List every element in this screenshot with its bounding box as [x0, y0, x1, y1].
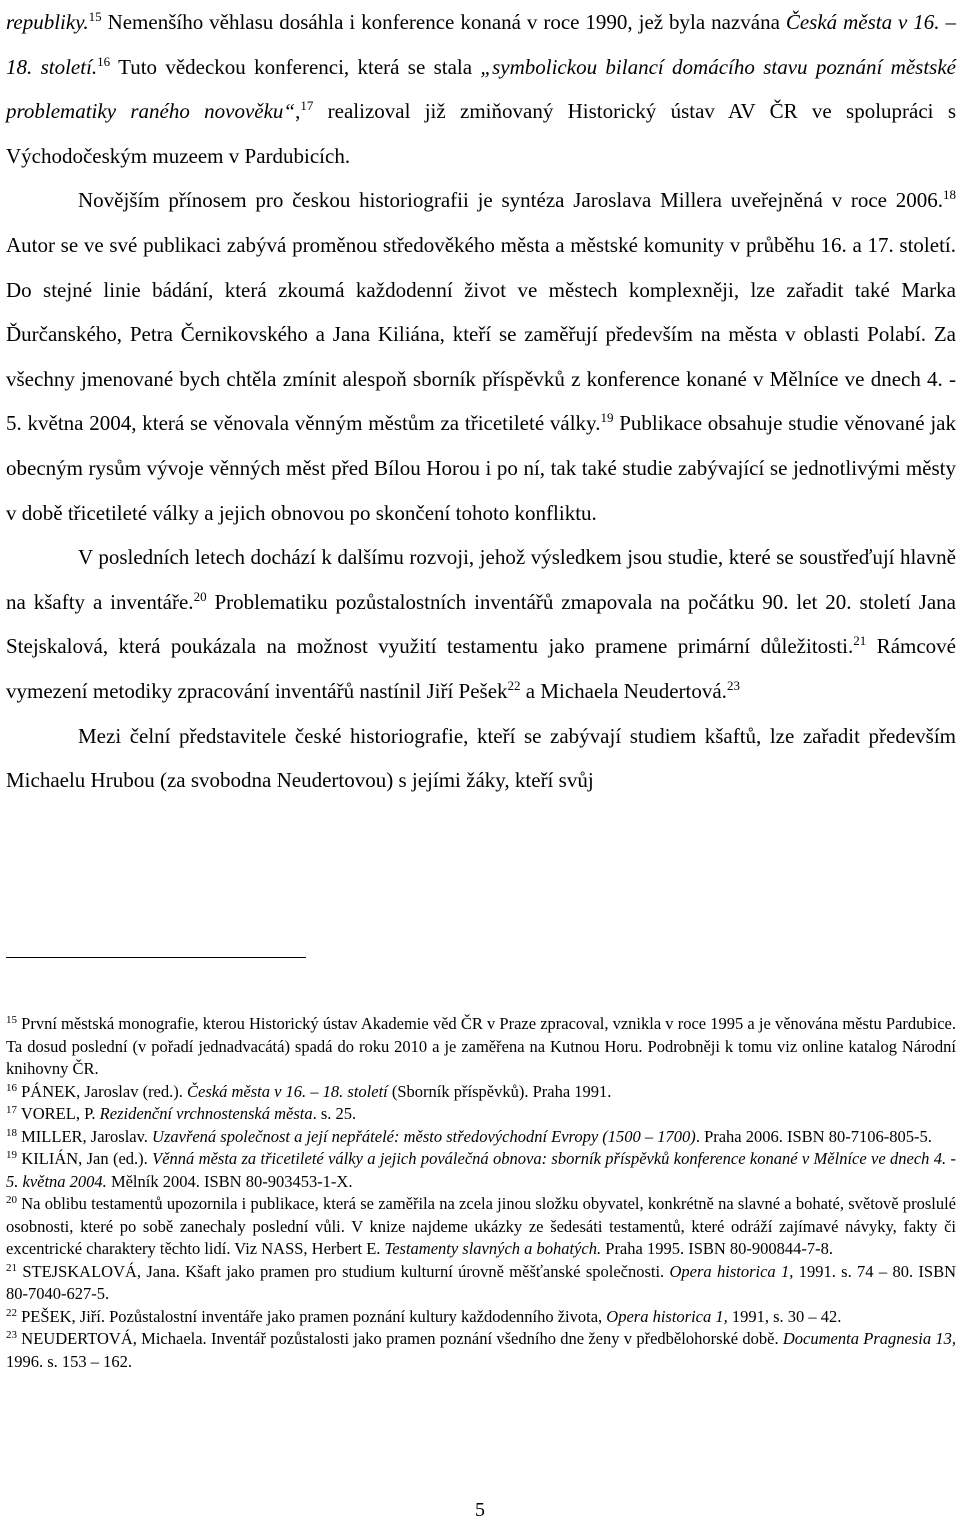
footnote-18: $^{18}$ MILLER, Jaroslav. Uzavřená společnost a její nepřátelé: město středovýchodní Evropy (1500 – 1700). Praha 2006. ISBN 80-7106-805-5.: [6, 1126, 932, 1146]
footnote-ref-18[interactable]: 18: [943, 187, 956, 203]
paragraph-2: Novějším přínosem pro českou historiografii je syntéza Jaroslava Millera uveřejněná v roce 2006.18 Autor se ve své publikaci zabývá proměnou středověkého města a městské komunity v průběhu 16. a 17. století. Do stejné linie bádání, která zkoumá každodenní život ve městech komplexněji, lze zařadit také Marka Ďurčanského, Petra Černikovského a Jana Kiliána, kteří se zaměřují především na města v oblasti Polabí. Za všechny jmenované bych chtěla zmínit alespoň sborník příspěvků z konference konané v Mělníce ve dnech 4. - 5. května 2004, která se věnovala věnným městům za třicetileté války.$^{19}$ Publikace obsahuje studie věnované jak obecným rysům vývoje věnných měst před Bílou Horou i po ní, tak také studie zabývající se jednotlivými městy v době třicetileté války a jejich obnovou po skončení tohoto konfliktu.: [6, 187, 956, 525]
footnote-20: $^{20}$ Na oblibu testamentů upozornila i publikace, která se zaměřila na zcela jinou složku obyvatel, konkrétně na slavné a bohaté, světově proslulé osobnosti, které po sobě zanechaly poslední vůli. V knize najdeme ukázky ze šedesáti testamentů, které odráží zajímavé návyky, fakty či excentrické charaktery těchto lidí. Viz NASS, Herbert E. Testamenty slavných a bohatých. Praha 1995. ISBN 80-900844-7-8.: [6, 1194, 956, 1258]
footnote-23: $^{23}$ NEUDERTOVÁ, Michaela. Inventář pozůstalosti jako pramen poznání všedního dne ženy v předbělohorské době. Documenta Pragnesia 13, 1996. s. 153 – 162.: [6, 1329, 956, 1371]
footnote-22: $^{22}$ PEŠEK, Jiří. Pozůstalostní inventáře jako pramen poznání kultury každodenního života, Opera historica 1, 1991, s. 30 – 42.: [6, 1306, 842, 1326]
paragraph-3: V posledních letech dochází k dalšímu rozvoji, jehož výsledkem jsou studie, které se soustřeďují hlavně na kšafty a inventáře.$^{20}$ Problematiku pozůstalostních inventářů zmapovala na počátku 90. let 20. století Jana Stejskalová, která poukázala na možnost využití testamentu jako pramene primární důležitosti.$^{21}$ Rámcové vymezení metodiky zpracování inventářů nastínil Jiří Pešek$^{22}$ a Michaela Neudertová.$^{23}$: [6, 545, 957, 703]
footnote-15: $^{15}$ První městská monografie, kterou Historický ústav Akademie věd ČR v Praze zpracoval, vznikla v roce 1995 a je věnována městu Pardubice. Ta dosud poslední (v pořadí jednadvacátá) spadá do roku 2010 a je zaměřena na Kutnou Horu. Podrobněji k tomu viz online katalog Národní knihovny ČR.: [6, 1014, 956, 1078]
footnote-ref-19[interactable]: 19: [600, 410, 614, 426]
footnote-19: $^{19}$ KILIÁN, Jan (ed.). Věnná města za třicetileté války a jejich poválečná obnova: sborník příspěvků konference konané v Mělníce ve dnech 4. - 5. května 2004. Mělník 2004. ISBN 80-903453-1-X.: [6, 1149, 956, 1191]
footnotes: [6, 1013, 956, 1373]
paragraph-4: Mezi čelní představitele české historiografie, kteří se zabývají studiem kšaftů, lze zařadit především Michaelu Hrubou (za svobodna Neudertovou) s jejími žáky, kteří svůj: [6, 723, 956, 793]
page-number: 5: [475, 1499, 485, 1521]
footnote-ref-23[interactable]: 23: [726, 677, 740, 693]
footnote-ref-21[interactable]: 21: [853, 633, 867, 649]
footnote-ref-22[interactable]: 22: [507, 677, 521, 693]
footnote-ref-15[interactable]: 15: [88, 9, 102, 24]
footnote-ref-20[interactable]: 20: [193, 588, 207, 604]
footnote-ref-17[interactable]: 17: [300, 98, 314, 114]
footnote-ref-16[interactable]: 16: [97, 53, 111, 69]
footnote-21: $^{21}$ STEJSKALOVÁ, Jana. Kšaft jako pramen pro studium kulturní úrovně měšťanské společnosti. Opera historica 1, 1991. s. 74 – 80. ISBN 80-7040-627-5.: [6, 1261, 956, 1303]
footnote-17: $^{17}$ VOREL, P. Rezidenční vrchnostenská města. s. 25.: [6, 1104, 357, 1123]
paragraph-1: republiky.$^{15}$ Nemenšího věhlasu dosáhla i konference konaná v roce 1990, jež byla nazvána Česká města v 16. – 18. století.$^{16}$ Tuto vědeckou konferenci, která se stala „symbolickou bilancí domácího stavu poznání městské problematiky raného novověku“,$^{17}$ realizoval již zmiňovaný Historický ústav AV ČR ve spolupráci s Východočeským muzeem v Pardubicích.: [6, 9, 956, 168]
body-text: [6, 0, 956, 803]
footnote-16: $^{16}$ PÁNEK, Jaroslav (red.). Česká města v 16. – 18. století (Sborník příspěvků). Praha 1991.: [6, 1081, 612, 1101]
footnote-separator: [6, 957, 306, 958]
